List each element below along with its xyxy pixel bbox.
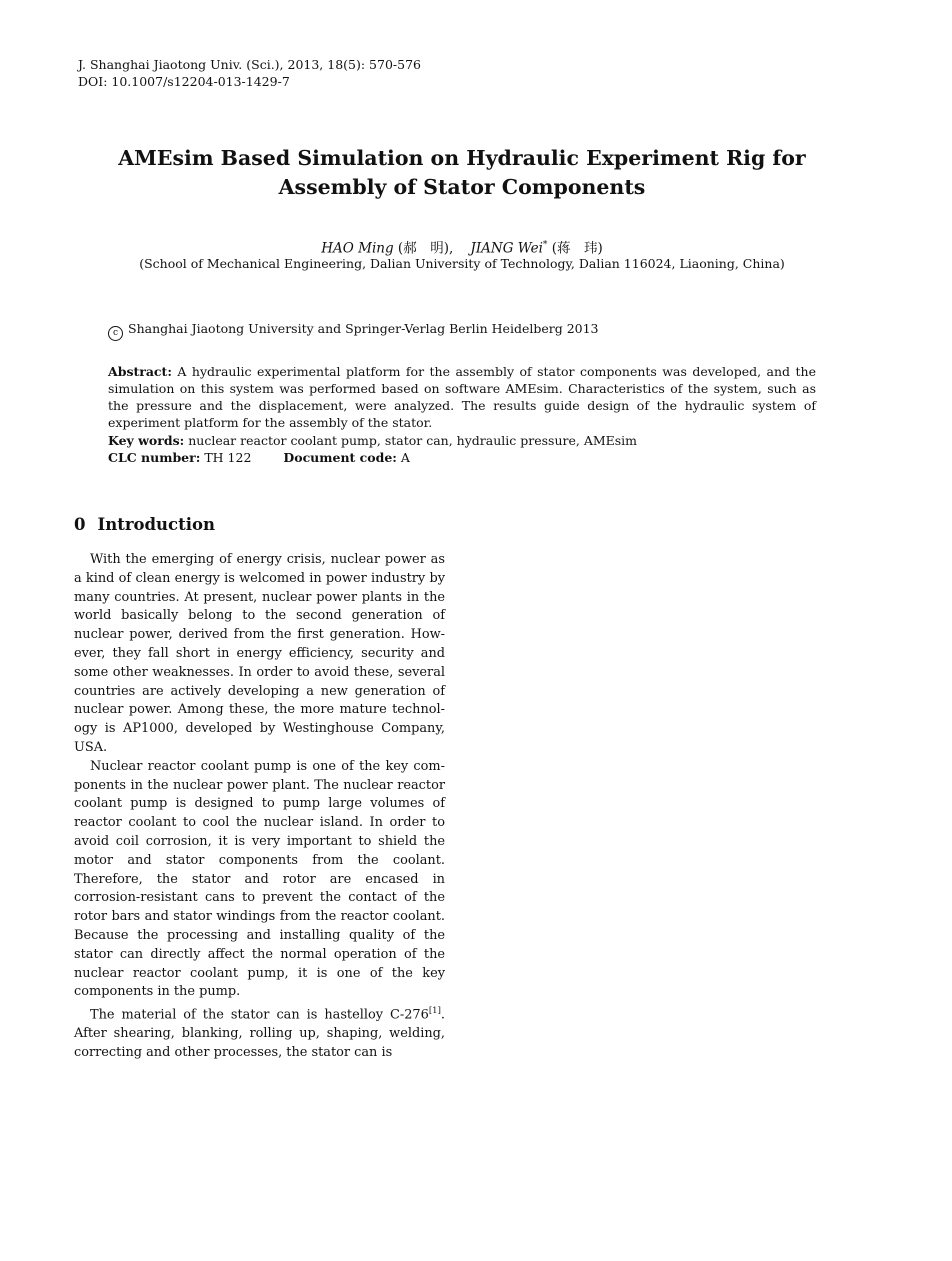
classification-line (108, 449, 410, 466)
copyright-text: Shanghai Jiaotong University and Springer-Verlag Berlin Heidelberg 2013 (128, 321, 599, 336)
journal-citation: J. Shanghai Jiaotong Univ. (Sci.), 2013, 18(5): 570-576 (78, 57, 421, 72)
document-code-value: A (400, 450, 410, 465)
title-line-2: Assembly of Stator Components (278, 175, 646, 199)
author-1-name: HAO Ming (321, 240, 394, 257)
clc-label: CLC number: (108, 450, 201, 465)
clc-value: TH 122 (204, 450, 252, 465)
paragraph-2: Nuclear reactor coolant pump is one of the key components in the nuclear power plant. The nuclear reactor coolant pump is designed to pump large volumes of reactor coolant to cool the nuclear island. In order to avoid coil corrosion, it is very important to shield the motor and stator components from the coolant. Therefore, the stator and rotor are encased in corrosion-resistant cans to prevent the contact of the rotor bars and stator windings from the reactor coolant. Because the processing and installing quality of the stator can directly affect the normal operation of the nuclear reactor coolant pump, it is one of the key components in the pump. (74, 758, 445, 1000)
paragraph-3 (74, 1002, 445, 1063)
keywords (108, 432, 637, 449)
paper-title (100, 144, 824, 202)
journal-header (78, 56, 421, 90)
copyright-icon: c (108, 326, 123, 341)
keywords-label: Key words: (108, 433, 185, 448)
author-1-chinese-name: (郝 明), (397, 240, 454, 257)
doi: DOI: 10.1007/s12204-013-1429-7 (78, 74, 290, 89)
paragraph-1: With the emerging of energy crisis, nuclear power as a kind of clean energy is welcomed in power industry by many countries. At present, nuclear power plants in the world basically belong to the second generation of nuclear power, derived from the first generation. However, they fall short in energy efficiency, security and some other weaknesses. In order to avoid these, several countries are actively developing a new generation of nuclear power. Among these, the more mature technology is AP1000, developed by Westinghouse Company, USA. (74, 552, 445, 755)
keywords-text: nuclear reactor coolant pump, stator can, hydraulic pressure, AMEsim (188, 433, 638, 448)
paragraph-3-text-b: . After shearing, blanking, rolling up, shaping, welding, correcting and other processes, the stator can is (74, 1007, 445, 1061)
document-code-label: Document code: (283, 450, 397, 465)
abstract-text: A hydraulic experimental platform for the assembly of stator components was developed, and the simulation on this system was performed based on software AMEsim. Characteristics of the system, such as the pressure and the displacement, were analyzed. The results guide design of the hydraulic system of experiment platform for the assembly of the stator. (108, 364, 816, 430)
author-2-chinese-name: (蒋 玮) (551, 240, 603, 257)
affiliation: (School of Mechanical Engineering, Dalian University of Technology, Dalian 116024, Liaoning, China) (139, 256, 785, 271)
abstract-label: Abstract: (108, 364, 172, 379)
body-column-left (74, 551, 445, 1063)
citation-ref-1: [1] (428, 1006, 441, 1017)
section-number: 0 (74, 515, 86, 534)
author-2-name: JIANG Wei (470, 240, 543, 257)
paragraph-3-text-a: The material of the stator can is hastelloy C-276 (90, 1007, 429, 1023)
title-line-1: AMEsim Based Simulation on Hydraulic Experiment Rig for (118, 146, 806, 170)
corresponding-author-mark: * (542, 240, 548, 250)
abstract (108, 363, 816, 431)
section-heading (74, 515, 215, 534)
section-title: Introduction (97, 515, 215, 534)
copyright-notice (108, 320, 599, 341)
